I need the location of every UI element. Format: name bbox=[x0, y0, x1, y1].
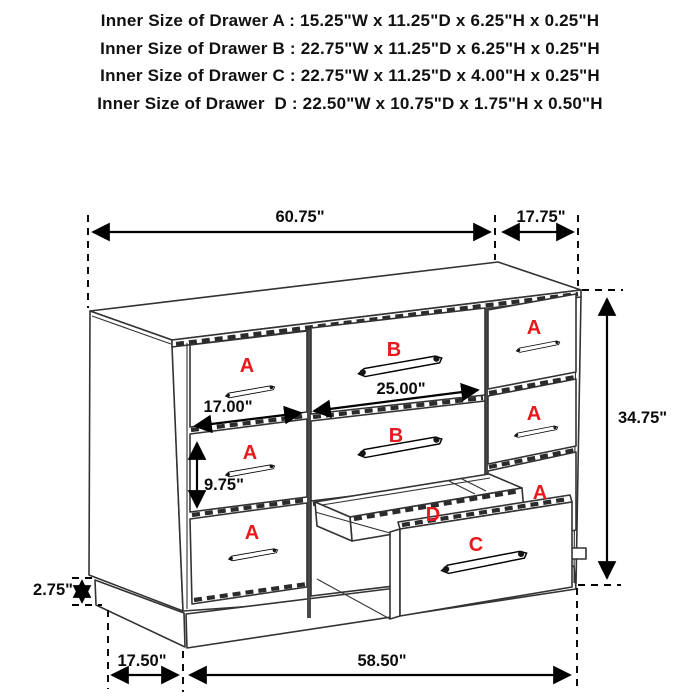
spec-line-drawer-a: Inner Size of Drawer A : 15.25"W x 11.25"D x 6.25"H x 0.25"H bbox=[100, 11, 600, 30]
drawer-label-c: C bbox=[468, 534, 484, 556]
drawer-a4-face bbox=[488, 294, 576, 389]
spec-line-drawer-b: Inner Size of Drawer B : 22.75"W x 11.25"D x 6.25"H x 0.25"H bbox=[100, 38, 600, 58]
dim-a-width-label: 17.00" bbox=[203, 398, 253, 416]
spec-line-drawer-d: Inner Size of Drawer D : 22.50"W x 10.75"D x 1.75"H x 0.50"H bbox=[97, 93, 603, 113]
dim-a-height-label: 9.75" bbox=[204, 476, 244, 494]
dim-top-width-label: 60.75" bbox=[275, 208, 325, 226]
dim-base-front-label: 58.50" bbox=[357, 652, 407, 670]
drawer-c-left-band bbox=[390, 529, 400, 619]
drawer-label-a3: A bbox=[244, 522, 260, 544]
drawer-label-a4: A bbox=[526, 317, 542, 339]
spec-line-drawer-c: Inner Size of Drawer C : 22.75"W x 11.25"D x 4.00"H x 0.25"H bbox=[100, 66, 600, 85]
dresser-left-side-panel bbox=[89, 311, 183, 611]
dim-b-width-label: 25.00" bbox=[376, 380, 426, 398]
drawer-label-b2: B bbox=[388, 425, 404, 447]
dim-top-depth-label: 17.75" bbox=[516, 208, 566, 226]
drawer-label-b1: B bbox=[386, 339, 402, 361]
drawer-label-a1: A bbox=[239, 355, 255, 377]
drawer-label-d: D bbox=[425, 504, 441, 526]
drawer-label-a5: A bbox=[526, 403, 542, 425]
dim-base-side-label: 17.50" bbox=[117, 652, 167, 670]
drawer-label-a6: A bbox=[532, 482, 548, 504]
drawer-a2-face bbox=[190, 419, 307, 512]
dim-height-label: 34.75" bbox=[618, 409, 668, 427]
dim-base-height-label: 2.75" bbox=[33, 581, 73, 599]
drawer-label-a2: A bbox=[242, 442, 258, 464]
